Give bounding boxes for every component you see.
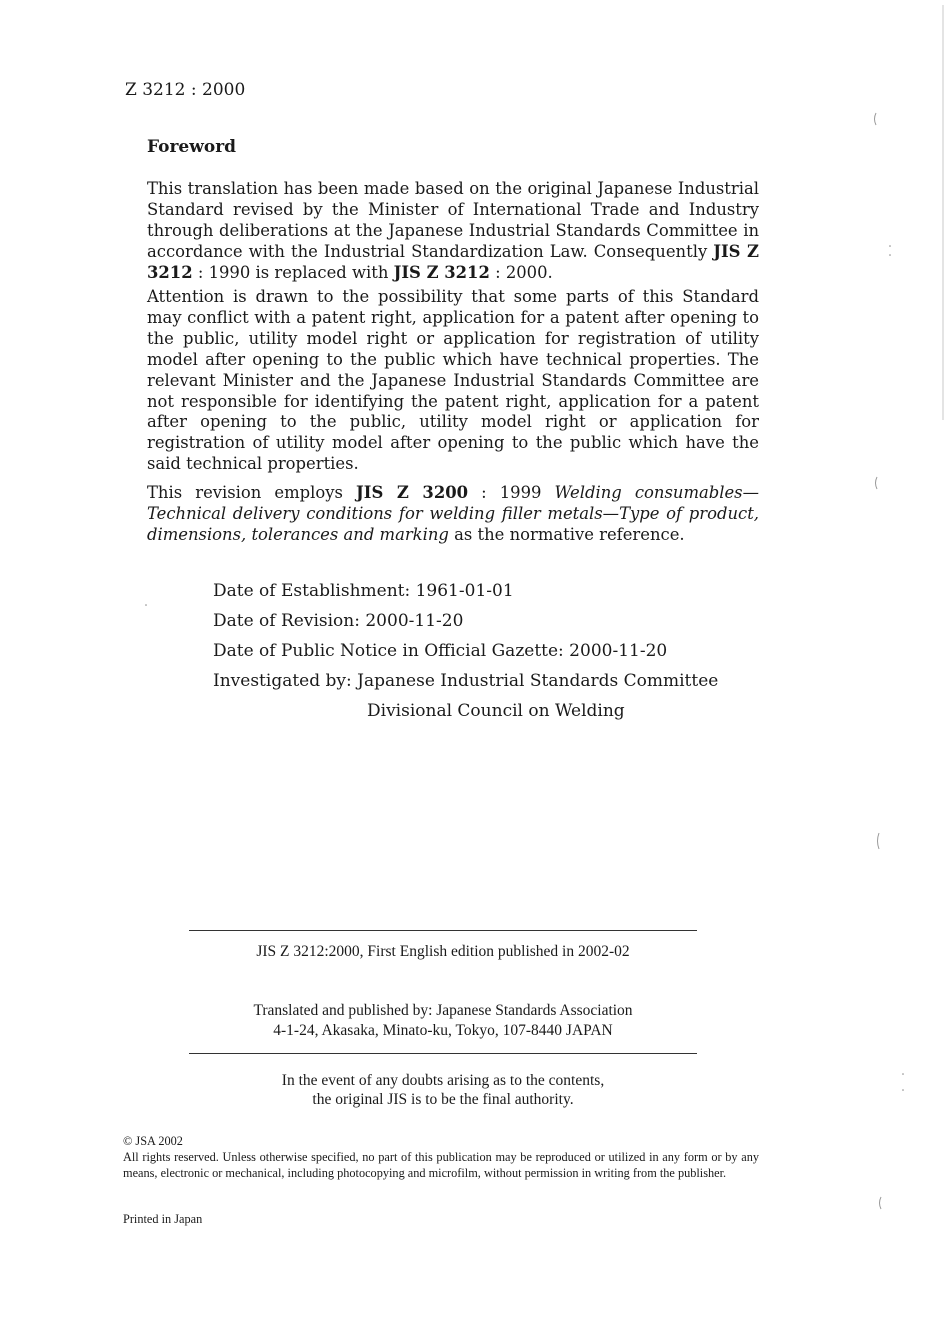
printed-in-note: Printed in Japan	[123, 1212, 203, 1226]
date-of-establishment: Date of Establishment: 1961-01-01	[213, 581, 514, 601]
copyright-notice: © JSA 2002	[123, 1134, 183, 1148]
p3-end: as the normative reference.	[448, 524, 685, 544]
jis-old-code: JIS Z 3212	[147, 241, 759, 282]
foreword-paragraph-2: Attention is drawn to the possibility that some parts of this Standard may conflict with a patent right, application for a patent after opening to the public, utility model right or application for registration of utility model after opening to the public which have technical properties. The relevant Minister and the Japanese Industrial Standards Committee are not responsible for identifying the patent right, application for a patent after opening to the public, utility model right or application for registration of utility model after opening to the public which have the said technical properties.	[147, 287, 759, 474]
divisional-council: Divisional Council on Welding	[367, 701, 625, 721]
p1-end: : 2000.	[489, 262, 553, 282]
date-of-public-notice: Date of Public Notice in Official Gazette: 2000-11-20	[213, 641, 668, 661]
publisher-address: 4-1-24, Akasaka, Minato-ku, Tokyo, 107-8440 JAPAN	[273, 1022, 613, 1039]
investigated-by: Investigated by: Japanese Industrial Standards Committee	[213, 671, 719, 691]
date-of-revision: Date of Revision: 2000-11-20	[213, 611, 464, 631]
p3-start: This revision employs	[147, 483, 357, 502]
publisher-line: Translated and published by: Japanese Standards Association	[253, 1002, 633, 1019]
foreword-heading: Foreword	[147, 137, 237, 157]
authority-note-line-2: the original JIS is to be the final authority.	[312, 1091, 574, 1108]
normative-jis-code: JIS Z 3200	[356, 483, 469, 502]
document-code: Z 3212 : 2000	[125, 80, 246, 100]
jis-new-code: JIS Z 3212	[393, 262, 490, 282]
p1-text: This translation has been made based on the original Japanese Industrial Standard revised by the Minister of International Trade and Industry through deliberations at the Japanese Industrial Standards Committee in accordance with the Industrial Standardization Law. Consequently	[147, 179, 759, 261]
normative-title: Welding consumables—Technical delivery conditions for welding filler metals—Type of product, dimensions, tolerances and marking	[147, 483, 759, 544]
authority-note-line-1: In the event of any doubts arising as to the contents,	[281, 1072, 605, 1089]
edition-note: JIS Z 3212:2000, First English edition published in 2002-02	[256, 943, 630, 960]
p3-year: : 1999	[468, 483, 555, 502]
rights-notice: All rights reserved. Unless otherwise specified, no part of this publication may be reproduced or utilized in any form or by any means, electronic or mechanical, including photocopying and microfilm, without permission in writing from the publisher.	[123, 1150, 759, 1180]
p1-mid: : 1990 is replaced with	[192, 262, 394, 282]
